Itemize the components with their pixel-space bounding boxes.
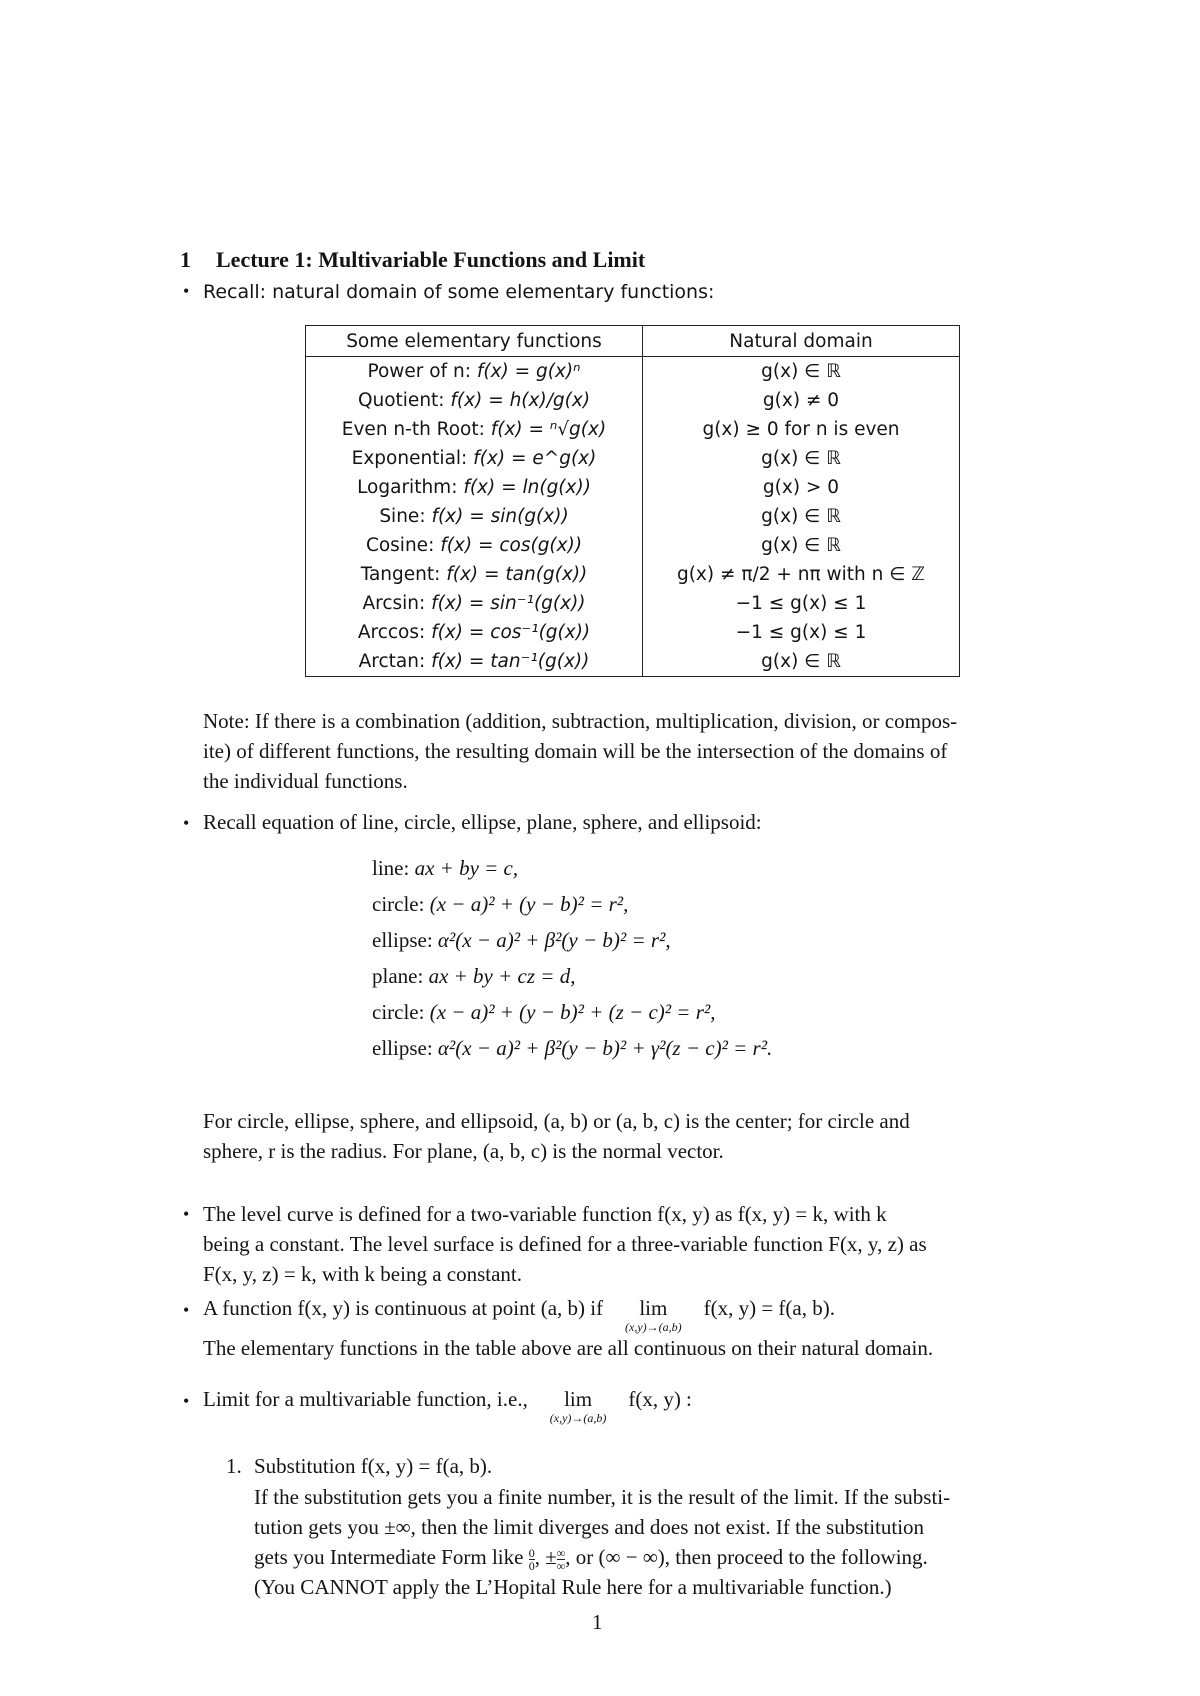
continuity-intro: A function f(x, y) is continuous at point (a, b) if (203, 1296, 604, 1320)
function-cell: Exponential: f(x) = e^g(x) (306, 444, 643, 473)
continuity-note: The elementary functions in the table above are all continuous on their natural domain. (203, 1336, 934, 1360)
equation-line (372, 1030, 772, 1066)
function-formula: f(x) = ⁿ√g(x) (490, 419, 607, 440)
center-note-paragraph (203, 1106, 1063, 1166)
function-name: Even n-th Root (341, 419, 479, 440)
function-formula: f(x) = g(x)ⁿ (476, 361, 581, 382)
function-cell: Arccos: f(x) = cos⁻¹(g(x)) (306, 618, 643, 647)
function-cell: Quotient: f(x) = h(x)/g(x) (306, 386, 643, 415)
equation-label: circle: (372, 892, 425, 916)
function-name: Sine (379, 506, 420, 527)
table-row (306, 502, 960, 531)
bullet-marker: • (183, 281, 190, 301)
domain-table (305, 325, 960, 677)
function-formula: f(x) = cos⁻¹(g(x)) (431, 622, 591, 643)
table-row (306, 415, 960, 444)
table-row (306, 560, 960, 589)
function-cell: Sine: f(x) = sin(g(x)) (306, 502, 643, 531)
step-number: 1. (226, 1454, 242, 1478)
function-cell: Even n-th Root: f(x) = ⁿ√g(x) (306, 415, 643, 444)
table-row (306, 589, 960, 618)
step-line-part: gets you Intermediate Form like (254, 1545, 524, 1569)
limit-intro: Limit for a multivariable function, i.e., (203, 1387, 528, 1411)
section-number: 1 (180, 247, 191, 272)
function-name: Arcsin (362, 593, 419, 614)
fraction-denominator: ∞ (556, 1558, 566, 1573)
lim-text: lim (564, 1387, 593, 1411)
table-row (306, 357, 960, 387)
fraction-numerator: 0 (528, 1545, 535, 1560)
function-cell: Arcsin: f(x) = sin⁻¹(g(x)) (306, 589, 643, 618)
table-header: Some elementary functions (306, 326, 643, 357)
recall-domain-text: Recall: natural domain of some elementary functions: (203, 281, 715, 303)
equation-expression: ax + by = c, (414, 856, 519, 880)
domain-cell: g(x) ∈ ℝ (643, 531, 960, 560)
equation-line (372, 994, 715, 1030)
domain-cell: g(x) ∈ ℝ (643, 444, 960, 473)
center-note-line: sphere, r is the radius. For plane, (a, b, c) is the normal vector. (203, 1139, 724, 1163)
equation-line (372, 886, 628, 922)
fraction-denominator: 0 (528, 1558, 535, 1573)
table-row (306, 531, 960, 560)
continuity-rhs: f(x, y) = f(a, b). (703, 1296, 835, 1320)
table-header: Natural domain (643, 326, 960, 357)
function-formula: f(x) = sin⁻¹(g(x)) (431, 593, 586, 614)
function-cell: Power of n: f(x) = g(x)ⁿ (306, 357, 643, 387)
separator: , ± (534, 1545, 557, 1569)
step-line (254, 1542, 1064, 1572)
recall-equations-text: Recall equation of line, circle, ellipse, plane, sphere, and ellipsoid: (203, 810, 762, 834)
step-body (254, 1482, 1064, 1602)
domain-cell: g(x) > 0 (643, 473, 960, 502)
equation-line (372, 922, 671, 958)
level-curve-line: being a constant. The level surface is defined for a three-variable function F(x, y, z) as (203, 1232, 927, 1256)
equation-expression: ax + by + cz = d, (428, 964, 576, 988)
function-name: Arccos (357, 622, 419, 643)
equation-line (372, 850, 518, 886)
function-cell: Tangent: f(x) = tan(g(x)) (306, 560, 643, 589)
function-formula: f(x) = cos(g(x)) (440, 535, 583, 556)
function-cell: Arctan: f(x) = tan⁻¹(g(x)) (306, 647, 643, 677)
step-line: tution gets you ±∞, then the limit diverges and does not exist. If the substitution (254, 1515, 925, 1539)
equation-label: line: (372, 856, 410, 880)
bullet-marker: • (183, 813, 190, 833)
function-cell: Logarithm: f(x) = ln(g(x)) (306, 473, 643, 502)
function-formula: f(x) = sin(g(x)) (431, 506, 569, 527)
equation-expression: (x − a)² + (y − b)² = r², (429, 892, 629, 916)
table-row (306, 647, 960, 677)
function-name: Exponential (351, 448, 462, 469)
equation-expression: α²(x − a)² + β²(y − b)² = r², (437, 928, 671, 952)
limit-operator (533, 1385, 623, 1425)
equation-label: ellipse: (372, 1036, 433, 1060)
limit-line (203, 1385, 692, 1425)
function-name: Arctan (358, 651, 419, 672)
note-paragraph (203, 706, 1063, 796)
domain-cell: g(x) ≠ 0 (643, 386, 960, 415)
function-name: Power of n (367, 361, 465, 382)
equation-expression: α²(x − a)² + β²(y − b)² + γ²(z − c)² = r². (437, 1036, 773, 1060)
level-curve-line: The level curve is defined for a two-variable function f(x, y) as f(x, y) = k, with k (203, 1202, 887, 1226)
equation-line (372, 958, 575, 994)
function-name: Tangent (360, 564, 435, 585)
function-name: Cosine (365, 535, 429, 556)
domain-cell: −1 ≤ g(x) ≤ 1 (643, 589, 960, 618)
domain-cell: g(x) ∈ ℝ (643, 647, 960, 677)
function-formula: f(x) = h(x)/g(x) (450, 390, 591, 411)
table-row (306, 618, 960, 647)
equation-label: plane: (372, 964, 424, 988)
equation-expression: (x − a)² + (y − b)² + (z − c)² = r², (429, 1000, 716, 1024)
limit-operator (608, 1294, 698, 1334)
table-row (306, 386, 960, 415)
domain-cell: g(x) ∈ ℝ (643, 502, 960, 531)
level-curve-line: F(x, y, z) = k, with k being a constant. (203, 1262, 523, 1286)
function-name: Quotient (357, 390, 439, 411)
center-note-line: For circle, ellipse, sphere, and ellipsoid, (a, b) or (a, b, c) is the center; for circle and (203, 1109, 910, 1133)
section-heading (180, 247, 645, 273)
function-cell: Cosine: f(x) = cos(g(x)) (306, 531, 643, 560)
lim-subscript: (x,y)→(a,b) (625, 1320, 682, 1334)
table-row (306, 473, 960, 502)
fraction (557, 1547, 566, 1572)
page-number: 1 (592, 1610, 603, 1634)
section-title: Lecture 1: Multivariable Functions and Limit (216, 247, 646, 272)
domain-cell: g(x) ∈ ℝ (643, 357, 960, 387)
domain-cell: g(x) ≥ 0 for n is even (643, 415, 960, 444)
continuity-line (203, 1294, 835, 1334)
lim-subscript: (x,y)→(a,b) (549, 1411, 607, 1425)
function-formula: f(x) = e^g(x) (473, 448, 597, 469)
note-line: the individual functions. (203, 769, 408, 793)
table-row (306, 444, 960, 473)
table-header-row (306, 326, 960, 357)
step-line-part: , or (∞ − ∞), then proceed to the following. (565, 1545, 928, 1569)
lim-text: lim (639, 1296, 668, 1320)
step-title: Substitution f(x, y) = f(a, b). (254, 1454, 493, 1478)
domain-cell: g(x) ≠ π/2 + nπ with n ∈ ℤ (643, 560, 960, 589)
limit-rhs: f(x, y) : (628, 1387, 692, 1411)
level-curve-paragraph (203, 1199, 1063, 1289)
bullet-marker: • (183, 1204, 190, 1224)
note-line: ite) of different functions, the resulting domain will be the intersection of the domains of (203, 739, 948, 763)
domain-cell: −1 ≤ g(x) ≤ 1 (643, 618, 960, 647)
function-formula: f(x) = ln(g(x)) (463, 477, 591, 498)
equation-label: circle: (372, 1000, 425, 1024)
step-line: (You CANNOT apply the L’Hopital Rule here for a multivariable function.) (254, 1575, 892, 1599)
function-name: Logarithm (357, 477, 452, 498)
equation-label: ellipse: (372, 928, 433, 952)
bullet-marker: • (183, 1300, 190, 1320)
note-line: Note: If there is a combination (addition, subtraction, multiplication, division, or compos- (203, 709, 958, 733)
bullet-marker: • (183, 1391, 190, 1411)
fraction-numerator: ∞ (556, 1545, 566, 1560)
step-line: If the substitution gets you a finite number, it is the result of the limit. If the substi- (254, 1485, 951, 1509)
function-formula: f(x) = tan(g(x)) (446, 564, 588, 585)
function-formula: f(x) = tan⁻¹(g(x)) (431, 651, 590, 672)
